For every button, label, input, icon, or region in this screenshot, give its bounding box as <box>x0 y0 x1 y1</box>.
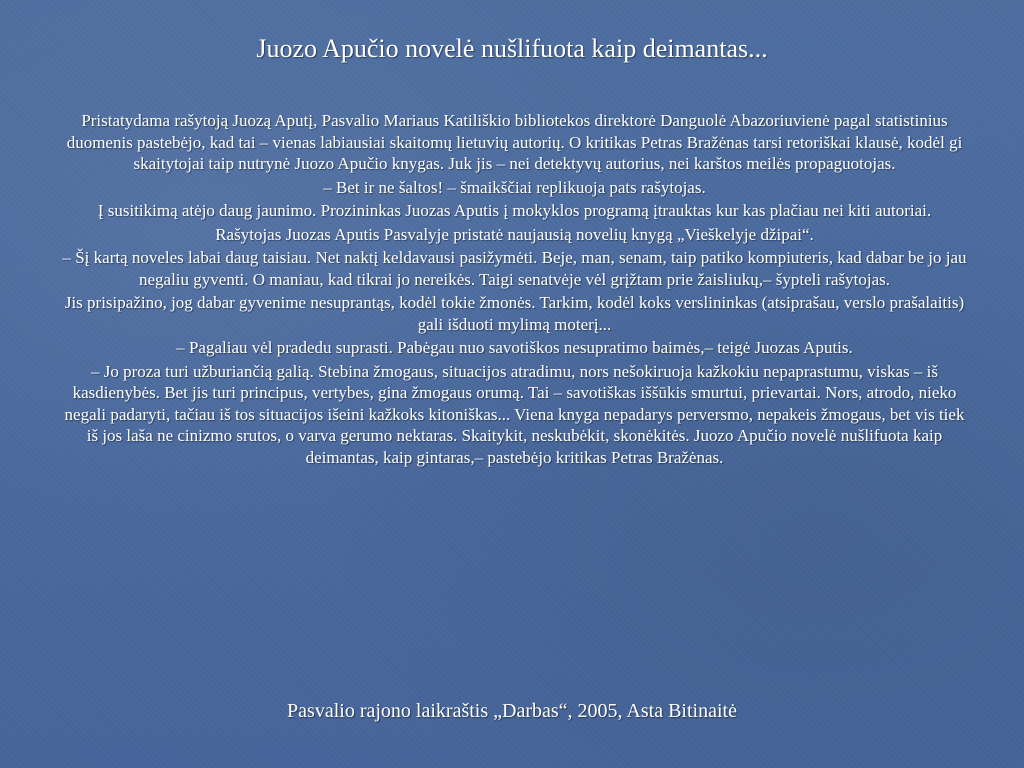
paragraph: Rašytojas Juozas Aputis Pasvalyje pristatė naujausią novelių knygą „Vieškelyje džipai“. <box>215 224 814 244</box>
slide-title: Juozo Apučio novelė nušlifuota kaip deimantas... <box>256 34 768 63</box>
paragraph: – Šį kartą noveles labai daug taisiau. Net naktį keldavausi pasižymėti. Beje, man, senam, taip patiko kompiuteris, kad dabar be jo jau negaliu gyventi. O maniau, kad tikrai jo nereikės. Taigi senatvėje vėl grįžtam prie žaisliukų,– šypteli rašytojas. <box>62 248 967 289</box>
paragraph: – Jo proza turi užburiančią galią. Stebina žmogaus, situacijos atradimu, nors nešokiruoja kažkokiu nepaprastumu, viskas – iš kasdienybės. Bet jis turi principus, vertybes, gina žmogaus orumą. Tai – savotiškas iššūkis smurtui, prievartai. Nors, atrodo, nieko negali padaryti, tačiau iš tos situacijos išeini kažkoks kitoniškas... Viena knyga nepadarys perversmo, nepakeis žmogaus, bet vis tiek iš jos laša ne cinizmo srutos, o varva gerumo nektaras. Skaitykit, neskubėkit, skonėkitės. Juozo Apučio novelė nušlifuota kaip deimantas, kaip gintaras,– pastebėjo kritikas Petras Bražėnas. <box>64 361 965 467</box>
paragraph: Jis prisipažino, jog dabar gyvenime nesuprantąs, kodėl tokie žmonės. Tarkim, kodėl koks verslininkas (atsiprašau, verslo prašalaitis) gali išduoti mylimą moterį... <box>64 293 965 334</box>
paragraph: Pristatydama rašytoją Juozą Aputį, Pasvalio Mariaus Katiliškio bibliotekos direktorė Danguolė Abazoriuvienė pagal statistinius duomenis pastebėjo, kad tai – vienas labiausiai skaitomų lietuvių autorių. O kritikas Petras Bražėnas tarsi retoriškai klausė, kodėl gi skaitytojai taip nutrynė Juozo Apučio knygas. Juk jis – nei detektyvų autorius, nei karštos meilės propaguotojas. <box>66 111 963 173</box>
slide-body <box>62 110 967 470</box>
paragraph: – Pagaliau vėl pradedu suprasti. Pabėgau nuo savotiškos nesupratimo baimės,– teigė Juozas Aputis. <box>176 338 853 357</box>
paragraph: Į susitikimą atėjo daug jaunimo. Prozininkas Juozas Aputis į mokyklos programą įtrauktas kur kas plačiau nei kiti autoriai. <box>97 201 932 220</box>
paragraph: – Bet ir ne šaltos! – šmaikščiai replikuoja pats rašytojas. <box>323 177 706 197</box>
source-citation: Pasvalio rajono laikraštis „Darbas“, 2005, Asta Bitinaitė <box>287 700 737 722</box>
